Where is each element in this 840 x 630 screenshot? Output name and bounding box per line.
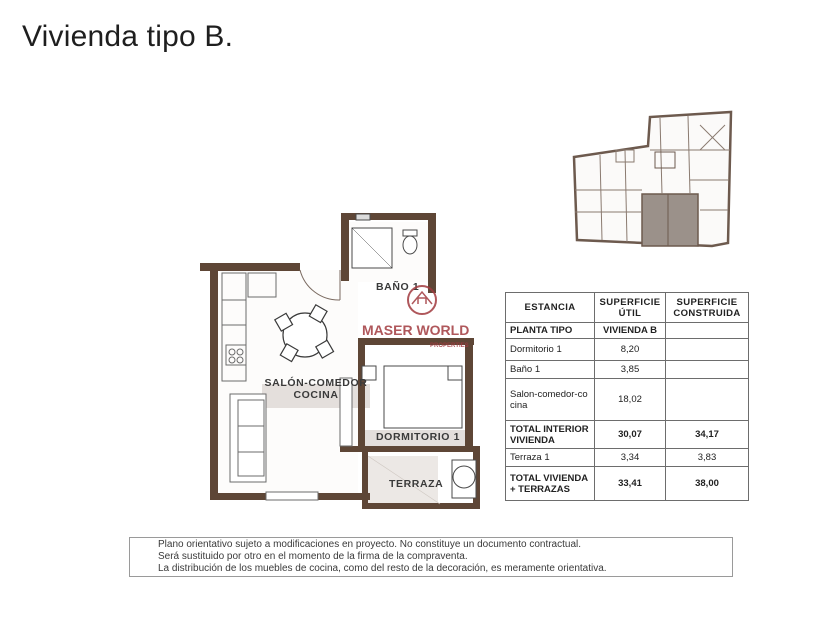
table-row-total <box>506 467 749 501</box>
row-util: 3,34 <box>595 449 666 467</box>
section-empty <box>666 323 749 339</box>
table-row <box>506 449 749 467</box>
header-construida: SUPERFICIE CONSTRUIDA <box>666 293 749 323</box>
area-table <box>505 292 749 501</box>
room-label-terraza: TERRAZA <box>389 478 444 490</box>
section-type: VIVIENDA B <box>595 323 666 339</box>
row-util: 3,85 <box>595 361 666 379</box>
table-section-row <box>506 323 749 339</box>
row-construida: 3,83 <box>666 449 749 467</box>
row-name: Terraza 1 <box>506 449 595 467</box>
room-label-salon: SALÓN-COMEDOR <box>264 377 368 389</box>
section-name: PLANTA TIPO <box>506 323 595 339</box>
room-label-cocina: COCINA <box>293 389 339 401</box>
row-name: TOTAL INTERIOR VIVIENDA <box>506 421 595 449</box>
row-util: 8,20 <box>595 339 666 361</box>
table-header-row <box>506 293 749 323</box>
row-construida <box>666 379 749 421</box>
row-construida: 34,17 <box>666 421 749 449</box>
row-util: 33,41 <box>595 467 666 501</box>
note-line: La distribución de los muebles de cocina, como del resto de la decoración, es meramente orientativa. <box>158 563 607 574</box>
page-title: Vivienda tipo B. <box>22 20 234 53</box>
note-line: Será sustituido por otro en el momento de la firma de la compraventa. <box>158 551 468 562</box>
apartment-plan <box>200 213 480 509</box>
row-name: Dormitorio 1 <box>506 339 595 361</box>
header-util: SUPERFICIE ÚTIL <box>595 293 666 323</box>
row-util: 18,02 <box>595 379 666 421</box>
room-label-bano: BAÑO 1 <box>376 281 420 293</box>
watermark-sub: PROPERTIES <box>430 343 469 349</box>
row-construida <box>666 361 749 379</box>
row-name: TOTAL VIVIENDA + TERRAZAS <box>506 467 595 501</box>
row-construida <box>666 339 749 361</box>
header-estancia: ESTANCIA <box>506 293 595 323</box>
table-row <box>506 361 749 379</box>
row-construida: 38,00 <box>666 467 749 501</box>
table-row <box>506 379 749 421</box>
table-row <box>506 339 749 361</box>
room-label-dormitorio: DORMITORIO 1 <box>376 431 461 443</box>
row-name: Baño 1 <box>506 361 595 379</box>
building-key-plan <box>574 112 731 246</box>
note-line: Plano orientativo sujeto a modificaciones en proyecto. No constituye un documento contractual. <box>158 539 582 550</box>
row-name: Salon-comedor-cocina <box>506 379 595 421</box>
row-util: 30,07 <box>595 421 666 449</box>
watermark-brand: MASER WORLD <box>362 322 470 338</box>
table-row-total-interior <box>506 421 749 449</box>
disclaimer-note <box>129 537 733 577</box>
